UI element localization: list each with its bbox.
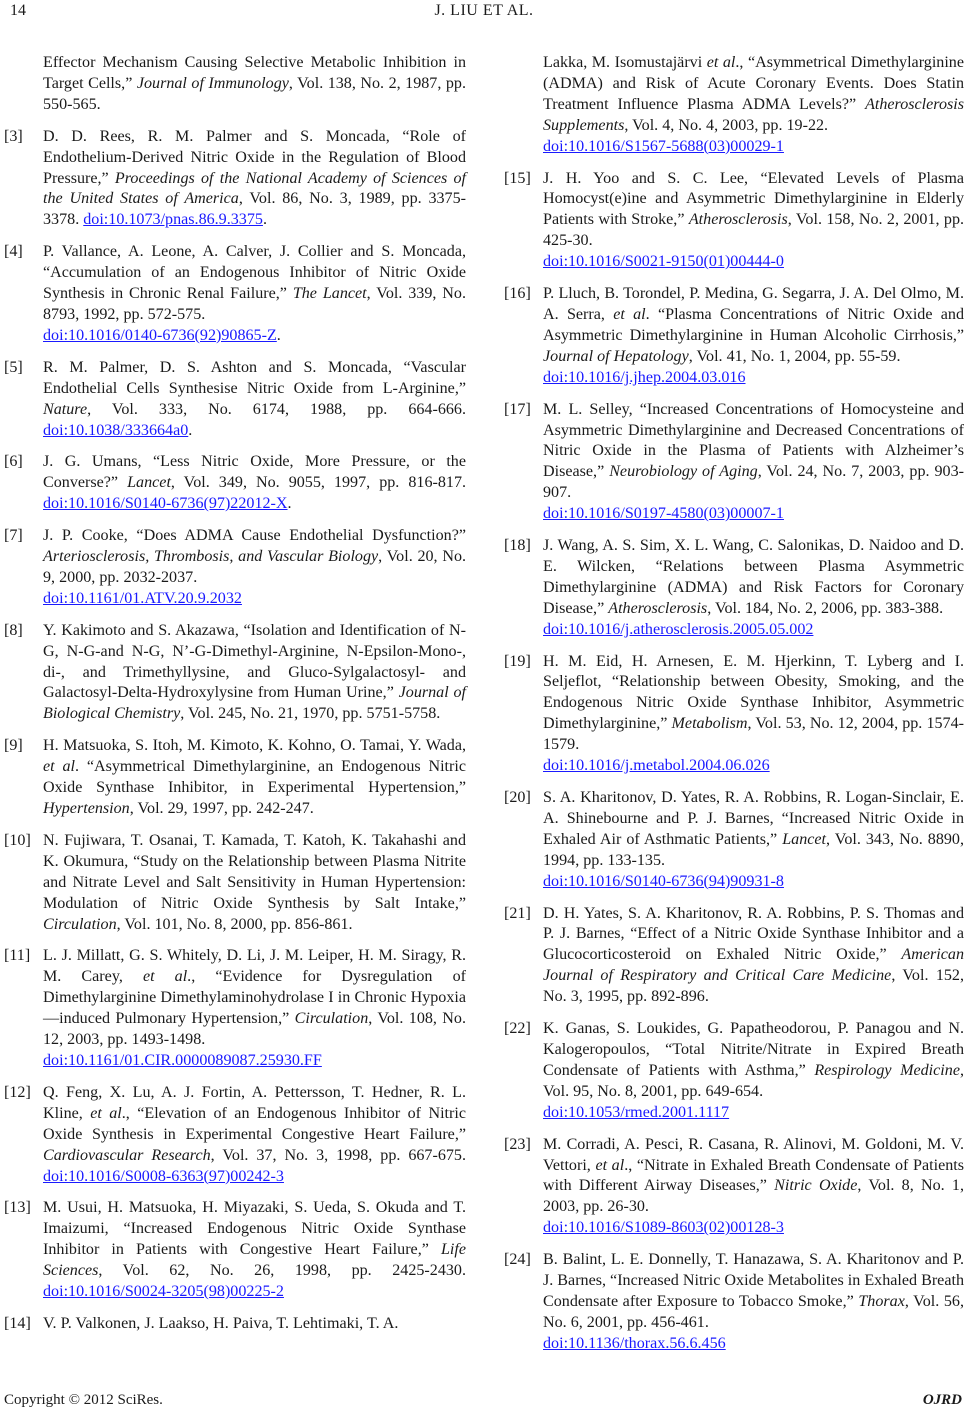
reference-text: , Vol. 101, No. 8, 2000, pp. 856-861. — [116, 915, 353, 933]
running-head: J. LIU ET AL. — [434, 2, 534, 19]
reference-text: , Vol. 339, No. 8793, 1992, pp. 572-575. — [43, 285, 467, 323]
reference-text: R. M. Palmer, D. S. Ashton and S. Moncada, “Vascular Endothelial Cells Synthesise Nitric Oxide from L-Arginine,” — [43, 358, 466, 397]
italic-title: Nitric Oxide — [774, 1177, 858, 1195]
italic-title: et al — [90, 1104, 122, 1122]
italic-title: et al — [613, 305, 646, 323]
reference-number: [17] — [504, 400, 531, 418]
reference-entry — [4, 1083, 466, 1188]
doi-link[interactable]: doi:10.1016/S0008-6363(97)00242-3 — [43, 1167, 284, 1185]
reference-text: P. Vallance, A. Leone, A. Calver, J. Collier and S. Moncada, “Accumulation of an Endogenous Inhibitor of Nitric Oxide Synthesis in Chronic Renal Failure,” — [43, 243, 466, 303]
reference-entry — [504, 788, 964, 893]
doi-link[interactable]: doi:10.1038/333664a0 — [43, 421, 189, 439]
reference-number: [22] — [504, 1020, 531, 1038]
reference-text: H. M. Eid, H. Arnesen, E. M. Hjerkinn, T. Lyberg and I. Seljeflot, “Relationship between Obesity, Smoking, and the Endogenous Nitric Oxide Synthase Inhibitor, Asymmetric Dimethylarginine,” — [543, 652, 964, 733]
reference-entry — [504, 169, 964, 274]
reference-number: [24] — [504, 1251, 531, 1269]
doi-link[interactable]: doi:10.1016/S1567-5688(03)00029-1 — [543, 137, 784, 155]
reference-text: Q. Feng, X. Lu, A. J. Fortin, A. Pettersson, T. Hedner, R. L. Kline, — [43, 1083, 466, 1122]
italic-title: Atherosclerosis — [688, 211, 788, 229]
reference-number: [15] — [504, 169, 531, 187]
italic-title: Journal of Immunology — [136, 74, 289, 92]
footer-copyright: Copyright © 2012 SciRes. — [4, 1392, 163, 1408]
italic-title: Lancet — [782, 830, 827, 848]
doi-link[interactable]: doi:10.1016/S0021-9150(01)00444-0 — [543, 253, 784, 271]
doi-link[interactable]: doi:10.1016/j.atherosclerosis.2005.05.002 — [543, 620, 814, 638]
italic-title: Cardiovascular Research — [43, 1146, 211, 1164]
reference-text: D. H. Yates, S. A. Kharitonov, R. A. Robbins, P. S. Thomas and P. J. Barnes, “Effect of a Nitric Oxide Synthase Inhibitor and a Glucocorticosteroid on Exhaled Nitric Oxide,” — [543, 904, 964, 964]
reference-number: [18] — [504, 537, 531, 555]
reference-text: Effector Mechanism Causing Selective Metabolic Inhibition in Target Cells,” — [43, 54, 466, 92]
italic-title: Life Sciences — [43, 1241, 466, 1280]
reference-text: D. D. Rees, R. M. Palmer and S. Moncada, “Role of Endothelium-Derived Nitric Oxide in the Regulation of Blood Pressure,” — [43, 127, 466, 187]
reference-number: [6] — [4, 453, 23, 471]
reference-text: , Vol. 343, No. 8890, 1994, pp. 133-135. — [543, 830, 964, 869]
reference-text: J. Wang, A. S. Sim, X. L. Wang, C. Salonikas, D. Naidoo and D. E. Wilcken, “Relations between Plasma Asymmetric Dimethylarginine (ADMA) and Risk Factors for Coronary Disease,” — [543, 537, 964, 617]
italic-title: Hypertension — [43, 800, 130, 817]
reference-text: J. H. Yoo and S. C. Lee, “Elevated Levels of Plasma Homocyst(e)ine and Asymmetric Dimethylarginine in Elderly Patients with Stroke,” — [543, 169, 964, 229]
reference-text: S. A. Kharitonov, D. Yates, R. A. Robbins, R. Logan-Sinclair, E. A. Shinebourne and P. J. Barnes, “Increased Nitric Oxide in Exhaled Air of Asthmatic Patients,” — [543, 789, 964, 848]
reference-number: [21] — [504, 904, 531, 922]
reference-text: Y. Kakimoto and S. Akazawa, “Isolation and Identification of N-G, N-G-and N-G, N’-G-Dimethyl-Arginine, N-Epsilon-Mono-, di-, and Trimethyllysine, and Gluco-Sylgalactosyl- and Galactosyl-Delta-Hydroxylysine from Human Urine,” — [43, 621, 466, 702]
reference-number: [19] — [504, 652, 531, 670]
reference-number: [11] — [4, 947, 31, 965]
italic-title: Metabolism — [671, 715, 748, 733]
reference-number: [8] — [4, 621, 23, 639]
italic-title: Journal of Hepatology — [543, 347, 689, 365]
reference-number: [9] — [4, 737, 23, 755]
reference-number: [12] — [4, 1083, 31, 1101]
reference-text: , Vol. 138, No. 2, 1987, pp. 550-565. — [43, 74, 466, 113]
reference-text: M. L. Selley, “Increased Concentrations of Homocysteine and Asymmetric Dimethylarginine and Decreased Concentrations of Nitric Oxide in the Plasma of Patients with Alzheimer’s Disease,” — [543, 400, 964, 481]
doi-link[interactable]: doi:10.1016/S1089-8603(02)00128-3 — [543, 1219, 784, 1237]
reference-number: [20] — [504, 789, 531, 806]
reference-text: , Vol. 349, No. 9055, 1997, pp. 816-817. — [170, 474, 467, 492]
doi-link[interactable]: doi:10.1016/j.jhep.2004.03.016 — [543, 368, 746, 386]
reference-text: B. Balint, L. E. Donnelly, T. Hanazawa, S. A. Kharitonov and P. J. Barnes, “Increased Nitric Oxide Metabolites in Exhaled Breath Condensate after Exposure to Tobacco Smoke,” — [543, 1251, 964, 1310]
reference-number: [13] — [4, 1199, 31, 1217]
footer-journal: OJRD — [922, 1392, 962, 1408]
reference-text: , Vol. 56, No. 6, 2001, pp. 456-461. — [543, 1292, 964, 1331]
italic-title: Arteriosclerosis, Thrombosis, and Vascular Biology — [43, 548, 379, 566]
reference-text: L. J. Millatt, G. S. Whitely, D. Li, J. M. Leiper, H. M. Siragy, R. M. Carey, — [43, 947, 466, 986]
references-left-column — [4, 53, 466, 1346]
reference-text: , Vol. 108, No. 12, 2003, pp. 1493-1498. — [43, 1010, 466, 1049]
reference-entry — [504, 536, 964, 641]
reference-text: . — [276, 326, 281, 344]
doi-link[interactable]: doi:10.1053/rmed.2001.1117 — [543, 1103, 730, 1121]
reference-number: [7] — [4, 527, 23, 545]
italic-title: et al — [706, 54, 736, 71]
reference-text: , Vol. 20, No. 9, 2000, pp. 2032-2037. — [43, 548, 467, 586]
italic-title: Atherosclerosis Supplements — [543, 95, 964, 134]
reference-entry — [504, 53, 964, 158]
reference-entry — [504, 400, 964, 525]
italic-title: American Journal of Respiratory and Critical Care Medicine — [543, 946, 964, 985]
reference-entry — [4, 946, 466, 1071]
doi-link[interactable]: doi:10.1016/S0140-6736(94)90931-8 — [543, 872, 784, 890]
doi-link[interactable]: doi:10.1016/S0197-4580(03)00007-1 — [543, 505, 784, 523]
reference-text: J. G. Umans, “Less Nitric Oxide, More Pressure, or the Converse?” — [43, 453, 466, 492]
reference-entry — [4, 1314, 466, 1335]
italic-title: Nature — [43, 400, 88, 418]
doi-link[interactable]: doi:10.1016/j.metabol.2004.06.026 — [543, 757, 770, 775]
italic-title: Respirology Medicine — [814, 1061, 960, 1079]
reference-entry — [504, 904, 964, 1009]
reference-text: M. Usui, H. Matsuoka, H. Miyazaki, S. Ueda, S. Okuda and T. Imaizumi, “Increased Endogenous Nitric Oxide Synthase Inhibitor in Patients with Congestive Heart Failure,” — [43, 1199, 466, 1259]
reference-text: , Vol. 62, No. 26, 1998, pp. 2425-2430. — [98, 1262, 466, 1280]
reference-text: H. Matsuoka, S. Itoh, M. Kimoto, K. Kohno, O. Tamai, Y. Wada, — [43, 737, 466, 755]
reference-number: [3] — [4, 127, 23, 145]
doi-link[interactable]: doi:10.1161/01.ATV.20.9.2032 — [43, 589, 242, 607]
reference-text: , Vol. 152, No. 3, 1995, pp. 892-896. — [543, 967, 964, 1006]
reference-text: P. Lluch, B. Torondel, P. Medina, G. Segarra, J. A. Del Olmo, M. A. Serra, — [543, 285, 964, 323]
reference-text: . — [287, 495, 292, 513]
references-right-column — [504, 53, 964, 1366]
italic-title: Circulation — [294, 1010, 369, 1028]
reference-text: , Vol. 29, 1997, pp. 242-247. — [129, 800, 314, 817]
doi-link[interactable]: doi:10.1136/thorax.56.6.456 — [543, 1334, 726, 1352]
doi-link[interactable]: doi:10.1073/pnas.86.9.3375 — [83, 211, 263, 229]
reference-entry — [504, 1019, 964, 1124]
reference-text: Lakka, M. Isomustajärvi — [543, 54, 707, 71]
reference-text: , Vol. 8, No. 1, 2003, pp. 26-30. — [543, 1177, 965, 1216]
reference-entry — [504, 1250, 964, 1355]
reference-text: , Vol. 184, No. 2, 2006, pp. 383-388. — [707, 599, 944, 617]
reference-text: ., “Nitrate in Exhaled Breath Condensate of Patients with Different Airway Diseases,” — [543, 1156, 964, 1195]
italic-title: et al — [43, 758, 75, 776]
italic-title: Atherosclerosis — [608, 599, 708, 617]
doi-link[interactable]: doi:10.1161/01.CIR.0000089087.25930.FF — [43, 1051, 322, 1069]
doi-link[interactable]: doi:10.1016/S0140-6736(97)22012-X — [43, 495, 288, 513]
reference-number: [23] — [504, 1135, 531, 1153]
reference-entry — [4, 831, 466, 936]
reference-entry — [4, 242, 466, 347]
reference-text: , Vol. 245, No. 21, 1970, pp. 5751-5758. — [180, 705, 441, 723]
reference-text: , Vol. 4, No. 4, 2003, pp. 19-22. — [624, 116, 829, 134]
reference-text: ., “Elevation of an Endogenous Inhibitor of Nitric Oxide Synthesis in Experimental Congestive Heart Failure,” — [43, 1104, 467, 1143]
italic-title: et al — [595, 1156, 625, 1174]
page-number: 14 — [10, 2, 26, 19]
reference-entry — [504, 1135, 964, 1240]
italic-title: Thorax — [858, 1292, 905, 1310]
italic-title: Neurobiology of Aging — [609, 463, 758, 481]
italic-title: Circulation — [43, 915, 117, 933]
reference-text: N. Fujiwara, T. Osanai, T. Kamada, T. Katoh, K. Takahashi and K. Okumura, “Study on the Relationship between Plasma Nitrite and Nitrate Level and Salt Sensitivity in Human Hypertension: Modulation of Nitric Oxide Synthesis by Salt Intake,” — [43, 831, 466, 912]
italic-title: et al — [142, 968, 188, 986]
reference-text: , Vol. 86, No. 3, 1989, pp. 3375-3378. — [43, 190, 466, 229]
reference-text: . “Asymmetrical Dimethylarginine, an Endogenous Nitric Oxide Synthase Inhibitor, in Experimental Hypertension,” — [43, 758, 466, 797]
italic-title: Lancet — [127, 474, 171, 492]
reference-entry — [4, 621, 466, 726]
reference-text: ., “Asymmetrical Dimethylarginine (ADMA) and Risk of Acute Coronary Events. Does Statin Treatment Influence Plasma ADMA Levels?” — [543, 54, 964, 113]
doi-link[interactable]: doi:10.1016/0140-6736(92)90865-Z — [43, 326, 277, 344]
reference-text: ., “Evidence for Dysregulation of Dimethylarginine Dimethylaminohydrolase I in Chronic Hypoxia—induced Pulmonary Hypertension,” — [43, 968, 466, 1028]
reference-text: , Vol. 158, No. 2, 2001, pp. 425-30. — [543, 211, 965, 250]
reference-text: , Vol. 53, No. 12, 2004, pp. 1574-1579. — [543, 715, 965, 754]
reference-text: J. P. Cooke, “Does ADMA Cause Endothelial Dysfunction?” — [43, 527, 466, 545]
reference-text: , Vol. 41, No. 1, 2004, pp. 55-59. — [688, 347, 901, 365]
italic-title: Proceedings of the National Academy of Sciences of the United States of America — [43, 169, 466, 208]
reference-text: , Vol. 333, No. 6174, 1988, pp. 664-666. — [87, 400, 466, 418]
reference-entry — [4, 53, 466, 116]
doi-link[interactable]: doi:10.1016/S0024-3205(98)00225-2 — [43, 1283, 284, 1301]
reference-text: , Vol. 95, No. 8, 2001, pp. 649-654. — [543, 1061, 964, 1100]
reference-text: . — [188, 421, 193, 439]
reference-text: . — [262, 211, 267, 229]
reference-entry — [4, 358, 466, 442]
reference-entry — [4, 736, 466, 820]
reference-number: [16] — [504, 285, 531, 303]
italic-title: Journal of Biological Chemistry — [43, 684, 467, 723]
reference-number: [10] — [4, 831, 31, 849]
reference-text: , Vol. 24, No. 7, 2003, pp. 903-907. — [543, 463, 964, 502]
reference-entry — [4, 526, 466, 610]
reference-entry — [504, 652, 964, 777]
reference-entry — [4, 127, 466, 232]
reference-number: [14] — [4, 1314, 31, 1332]
reference-entry — [4, 1198, 466, 1303]
reference-entry — [4, 452, 466, 515]
reference-text: K. Ganas, S. Loukides, G. Papatheodorou, P. Panagou and N. Kalogeropoulos, “Total Nitrite/Nitrate in Expired Breath Condensate of Patients with Asthma,” — [543, 1020, 964, 1079]
reference-entry — [504, 284, 964, 389]
italic-title: The Lancet — [292, 285, 367, 303]
reference-text: , Vol. 37, No. 3, 1998, pp. 667-675. — [210, 1146, 466, 1164]
reference-text: M. Corradi, A. Pesci, R. Casana, R. Alinovi, M. Goldoni, M. V. Vettori, — [543, 1135, 964, 1174]
reference-text: V. P. Valkonen, J. Laakso, H. Paiva, T. Lehtimaki, T. A. — [43, 1314, 399, 1332]
reference-number: [4] — [4, 243, 23, 261]
reference-text: . “Plasma Concentrations of Nitric Oxide and Asymmetric Dimethylarginine in Human Alcoholic Cirrhosis,” — [543, 305, 965, 344]
reference-number: [5] — [4, 358, 23, 376]
